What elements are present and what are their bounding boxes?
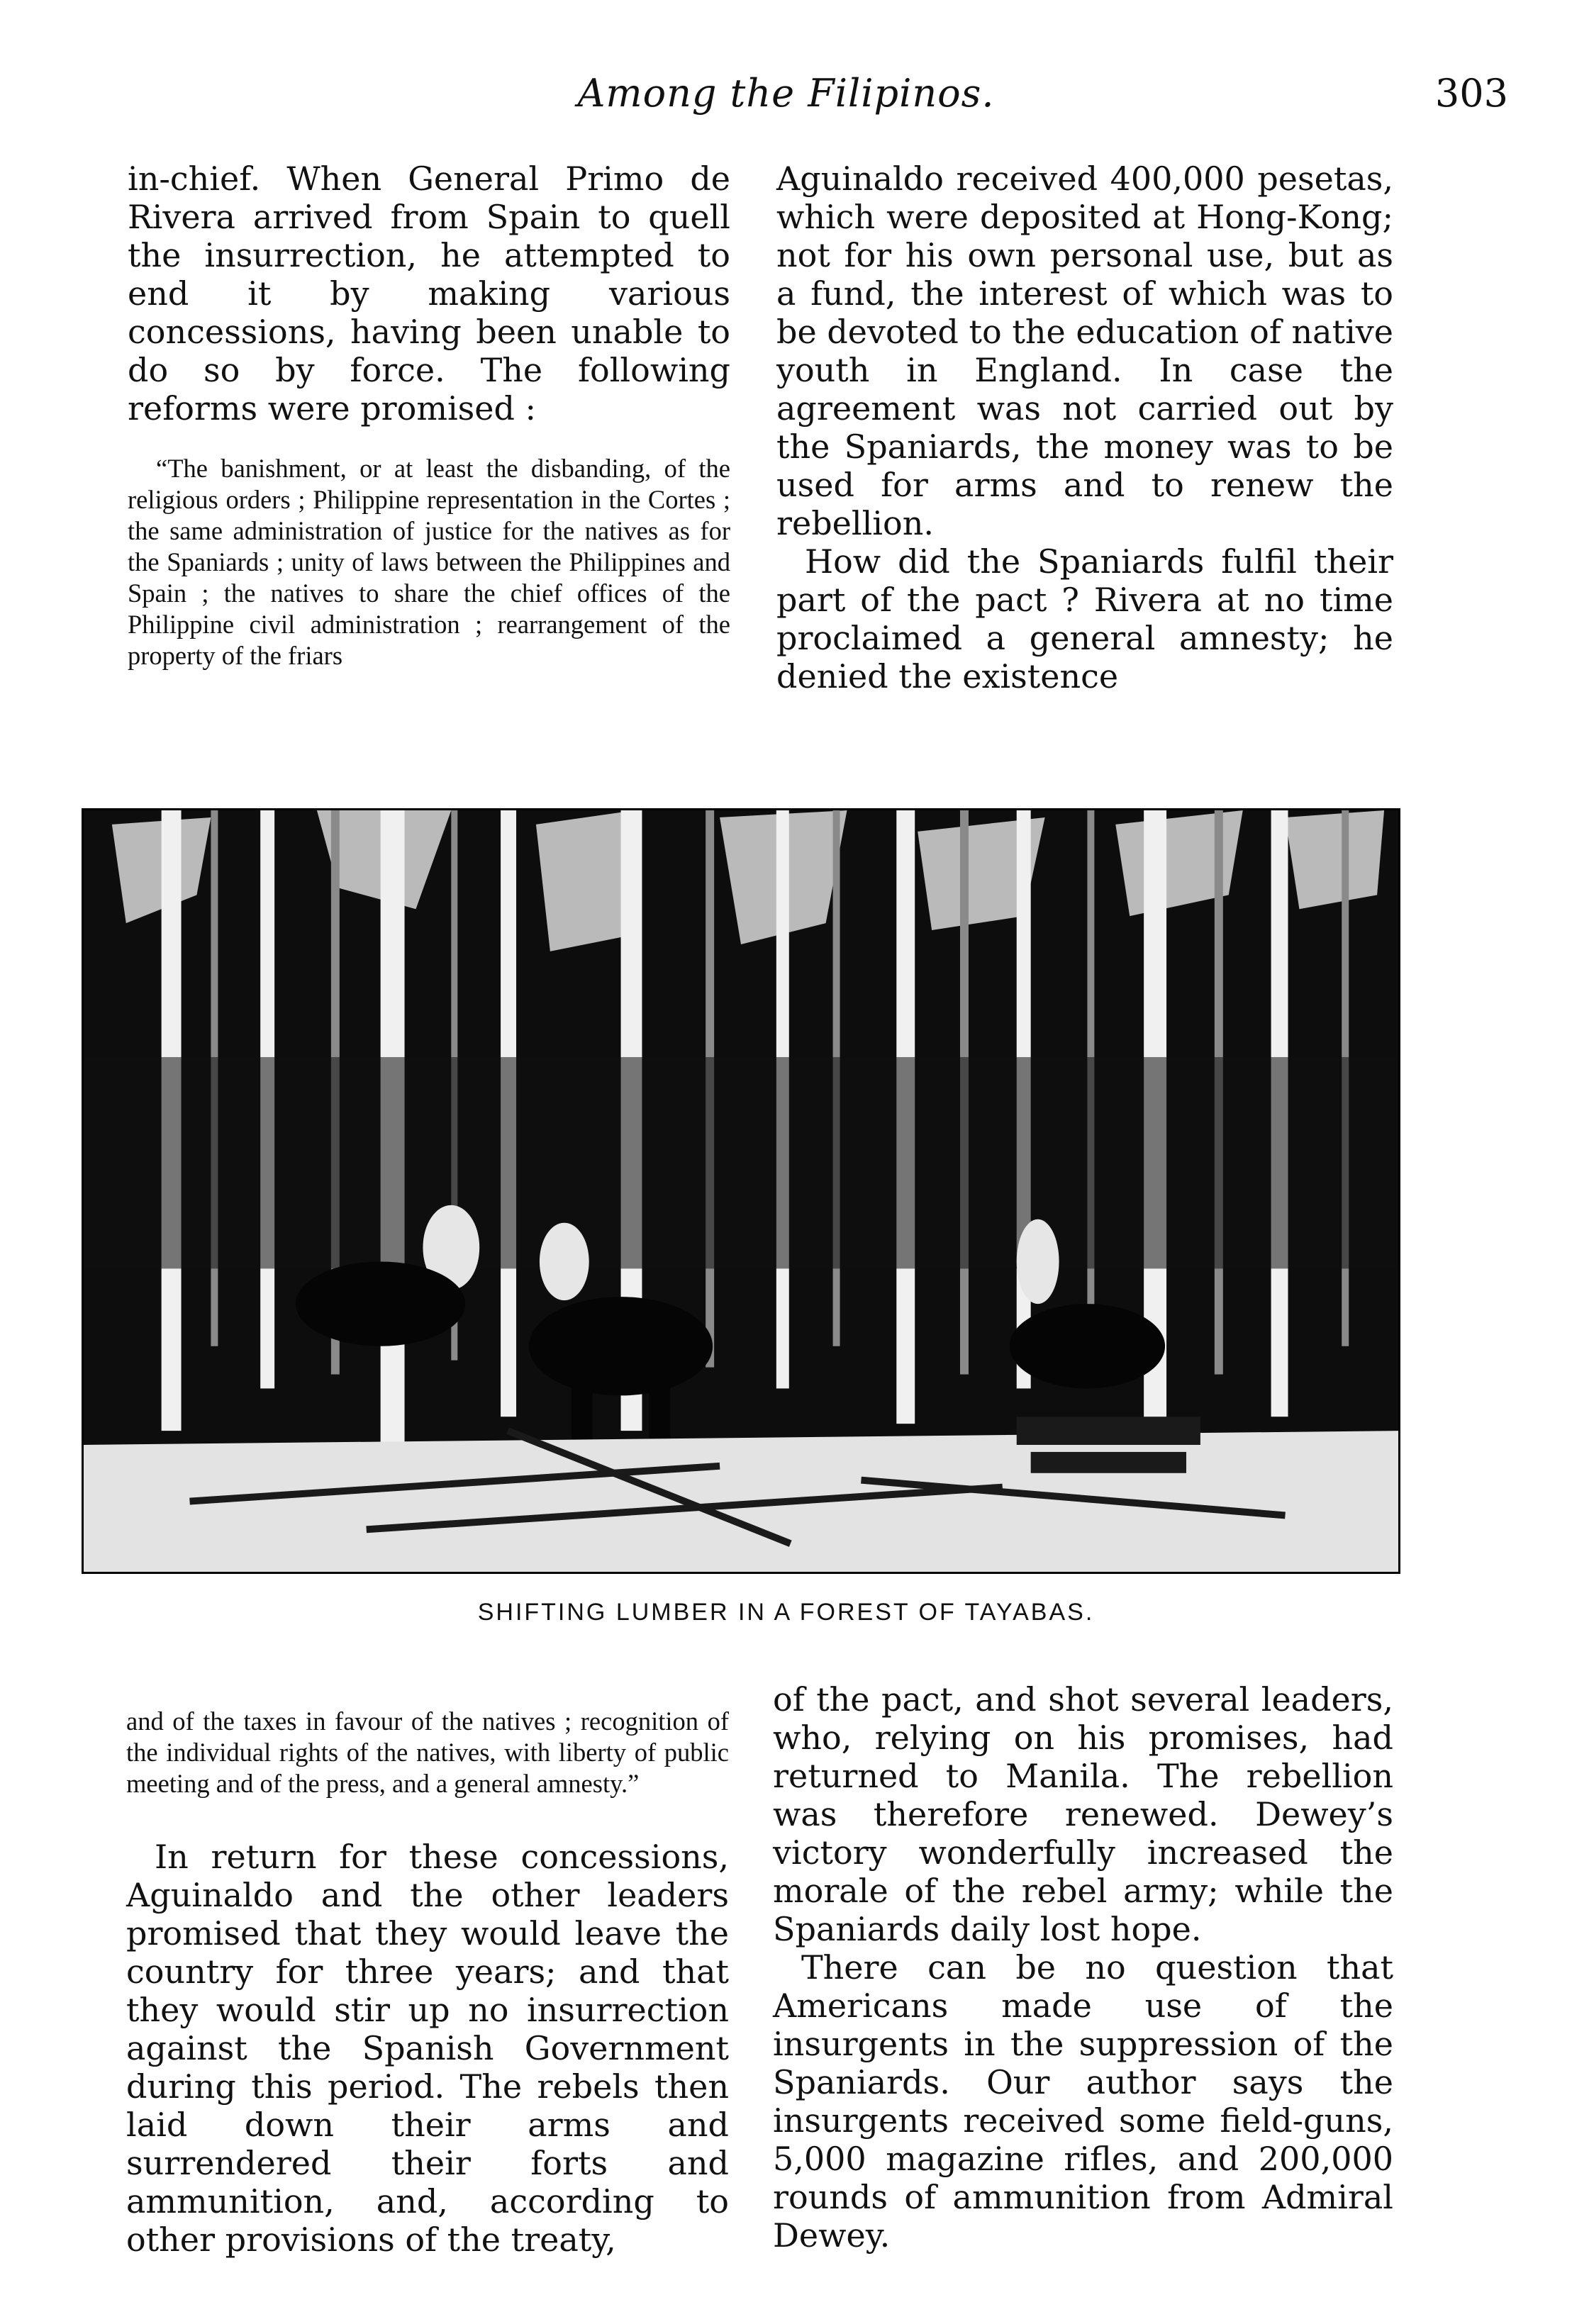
paragraph: in-chief. When General Primo de Rivera arrived from Spain to quell the insurrection, he attempted to end it by making various concessions, having been unable to do so by force. The following reforms were promised : — [128, 160, 730, 428]
column-bottom-right — [773, 1680, 1393, 2255]
column-bottom-left — [126, 1680, 729, 2259]
paragraph: There can be no question that Americans made use of the insurgents in the suppression of the Spaniards. Our author says the insurgents received some field-guns, 5,000 magazine rifles, and 200,000 rounds of ammunition from Admiral Dewey. — [773, 1948, 1393, 2255]
column-top-right — [776, 160, 1393, 695]
block-quote: “The banishment, or at least the disbanding, of the religious orders ; Philippine representation in the Cortes ; the same administration of justice for the natives as for the Spaniards ; unity of laws between the Philippines and Spain ; the natives to share the chief offices of the Philippine civil administration ; rearrangement of the property of the friars — [128, 454, 730, 670]
paragraph: How did the Spaniards fulfil their part of the pact ? Rivera at no time proclaimed a general amnesty; he denied the existence — [776, 542, 1393, 695]
running-head — [0, 71, 1572, 128]
block-quote: and of the taxes in favour of the natives ; recognition of the individual rights of the natives, with liberty of public meeting and of the press, and a general amnesty.” — [126, 1706, 729, 1798]
paragraph: of the pact, and shot several leaders, who, relying on his promises, had returned to Manila. The rebellion was therefore renewed. Dewey’s victory wonderfully increased the morale of the rebel army; while the Spaniards daily lost hope. — [773, 1680, 1393, 1948]
paragraph: In return for these concessions, Aguinaldo and the other leaders promised that they would leave the country for three years; and that they would stir up no insurrection against the Spanish Government during this period. The rebels then laid down their arms and surrendered their forts and ammunition, and, according to other provisions of the treaty, — [126, 1838, 729, 2259]
running-title: Among the Filipinos. — [577, 71, 995, 116]
column-top-left — [128, 160, 730, 671]
figure-caption: SHIFTING LUMBER IN A FOREST OF TAYABAS. — [477, 1599, 1095, 1626]
forest-photo-image — [84, 810, 1398, 1572]
forest-photograph — [82, 808, 1400, 1574]
page-number: 303 — [1434, 71, 1508, 116]
paragraph: Aguinaldo received 400,000 pesetas, which were deposited at Hong-Kong; not for his own personal use, but as a fund, the interest of which was to be devoted to the education of native youth in England. In case the agreement was not carried out by the Spaniards, the money was to be used for arms and to renew the rebellion. — [776, 160, 1393, 542]
